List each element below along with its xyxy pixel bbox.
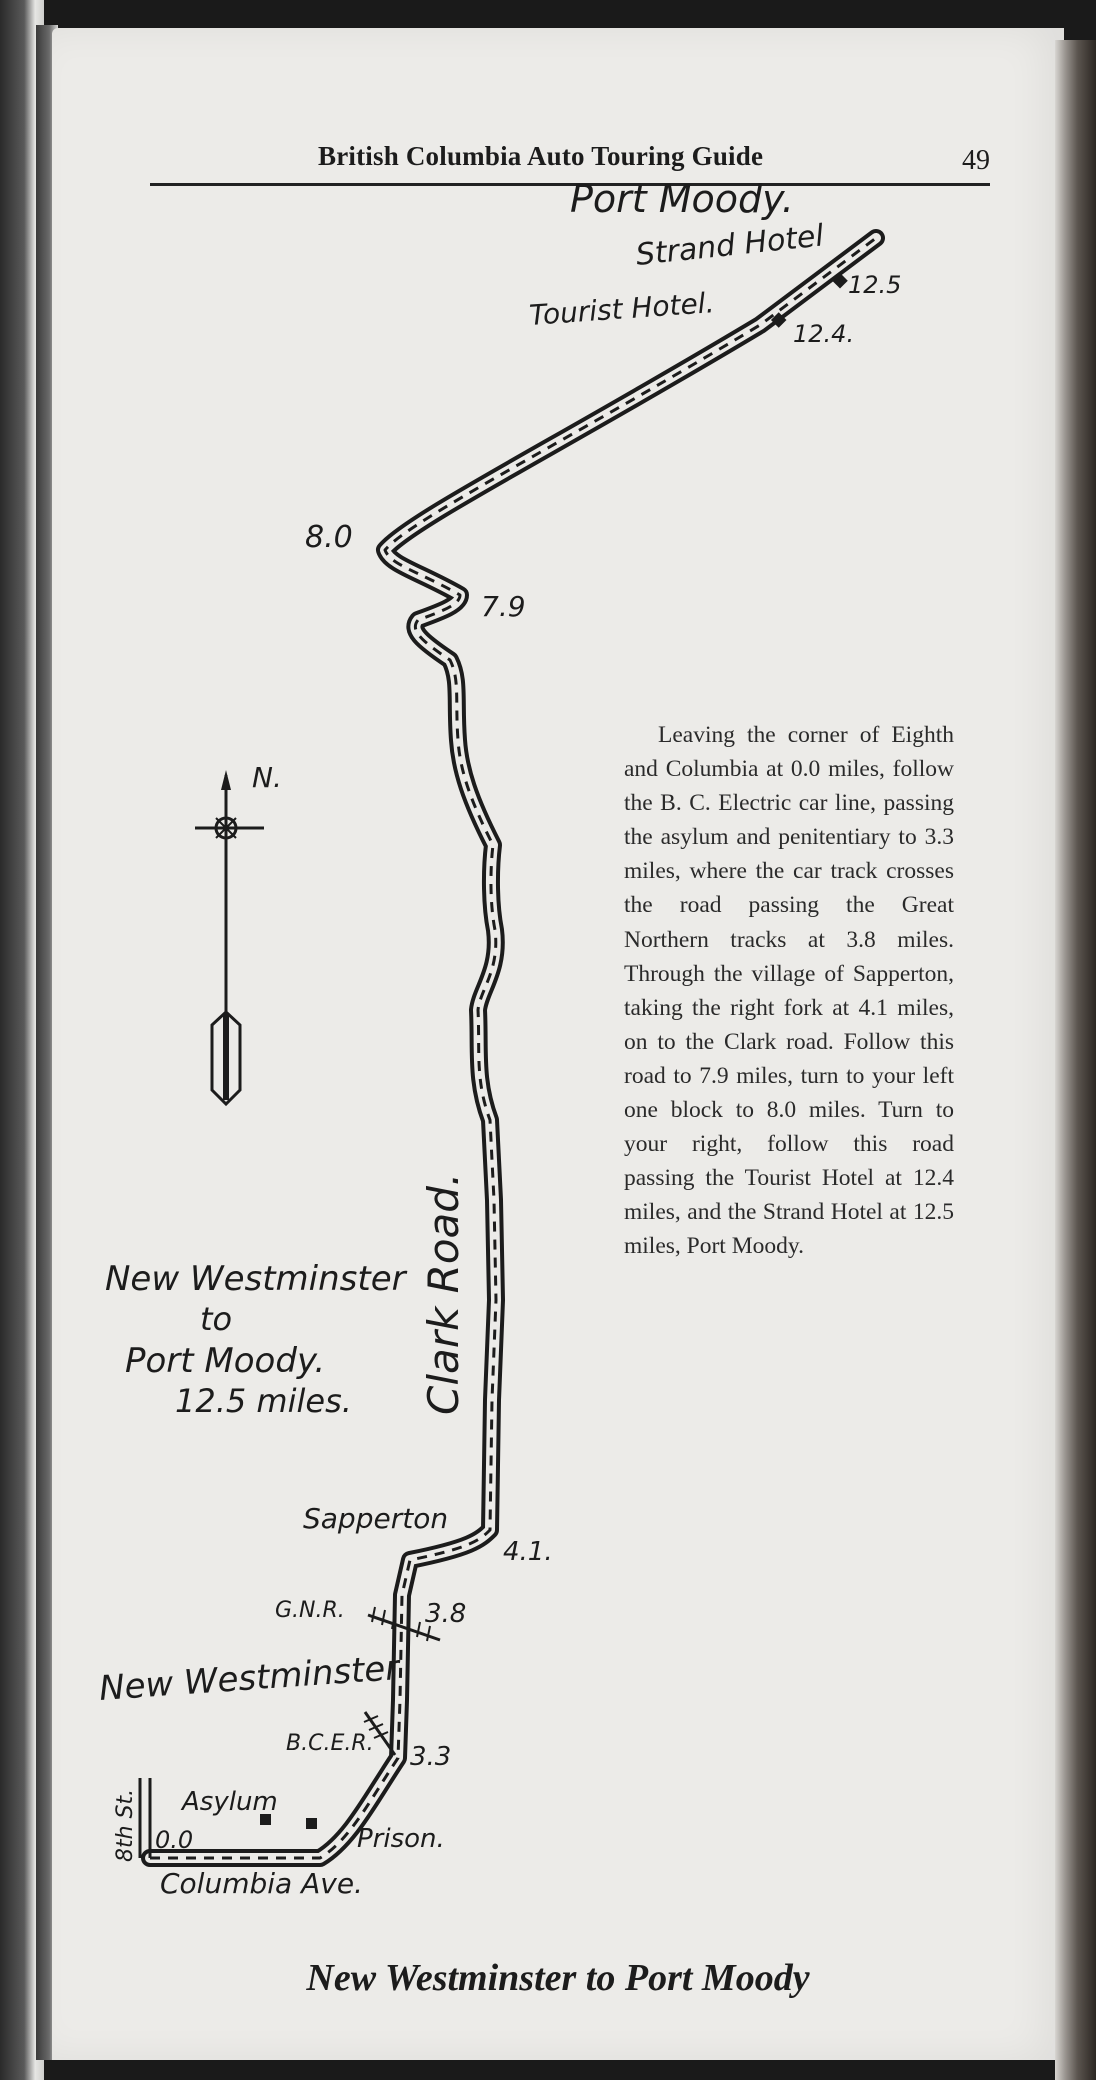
page-number: 49 (962, 145, 990, 176)
route-description: Leaving the corner of Eighth and Columbia at 0.0 miles, follow the B. C. Electric car line, passing the asylum and penitentiary to 3.3 miles, where the car track crosses the road passing the Great Northern tracks at 3.8 miles. Through the village of Sapperton, taking the right fork at 4.1 miles, on to the Clark road. Follow this road to 7.9 miles, turn to your left one block to 8.0 miles. Turn to your right, follow this road passing the Tourist Hotel at 12.4 miles, and the Strand Hotel at 12.5 miles, Port Moody. (624, 722, 954, 1260)
milepost-3-8: 3.8 (425, 1599, 467, 1629)
strand-hotel-label: Strand Hotel (634, 218, 826, 273)
milepost-8-0: 8.0 (305, 520, 353, 555)
columbia-ave-label: Columbia Ave. (160, 1867, 363, 1900)
clark-road-label: Clark Road. (419, 1172, 468, 1415)
port-moody-label: Port Moody. (570, 177, 794, 221)
prison-marker (306, 1818, 317, 1829)
milepost-12-5: 12.5 (848, 271, 902, 299)
milepost-3-3: 3.3 (410, 1742, 452, 1772)
bcer-label: B.C.E.R. (286, 1731, 374, 1756)
milepost-4-1: 4.1. (503, 1537, 553, 1567)
compass-north-label: N. (252, 761, 282, 794)
inset-line-4: 12.5 miles. (175, 1382, 352, 1420)
prison-label: Prison. (357, 1824, 445, 1854)
gnr-label: G.N.R. (275, 1598, 345, 1623)
running-title: British Columbia Auto Touring Guide (318, 141, 764, 171)
inset-line-2: to (200, 1300, 233, 1338)
inset-line-1: New Westminster (105, 1259, 406, 1299)
road (150, 238, 876, 1858)
eighth-street (140, 1778, 150, 1858)
asylum-label: Asylum (182, 1787, 278, 1817)
north-arrow-icon (195, 770, 264, 1104)
inset-line-3: Port Moody. (125, 1341, 326, 1381)
milepost-7-9: 7.9 (481, 590, 526, 623)
milepost-0-0: 0.0 (155, 1826, 194, 1854)
eighth-st-label: 8th St. (113, 1788, 138, 1862)
new-westminster-label: New Westminster (97, 1648, 401, 1709)
map-caption: New Westminster to Port Moody (306, 1957, 810, 1999)
milepost-12-4: 12.4. (793, 320, 855, 348)
sapperton-label: Sapperton (303, 1502, 449, 1535)
tourist-hotel-label: Tourist Hotel. (528, 286, 716, 332)
